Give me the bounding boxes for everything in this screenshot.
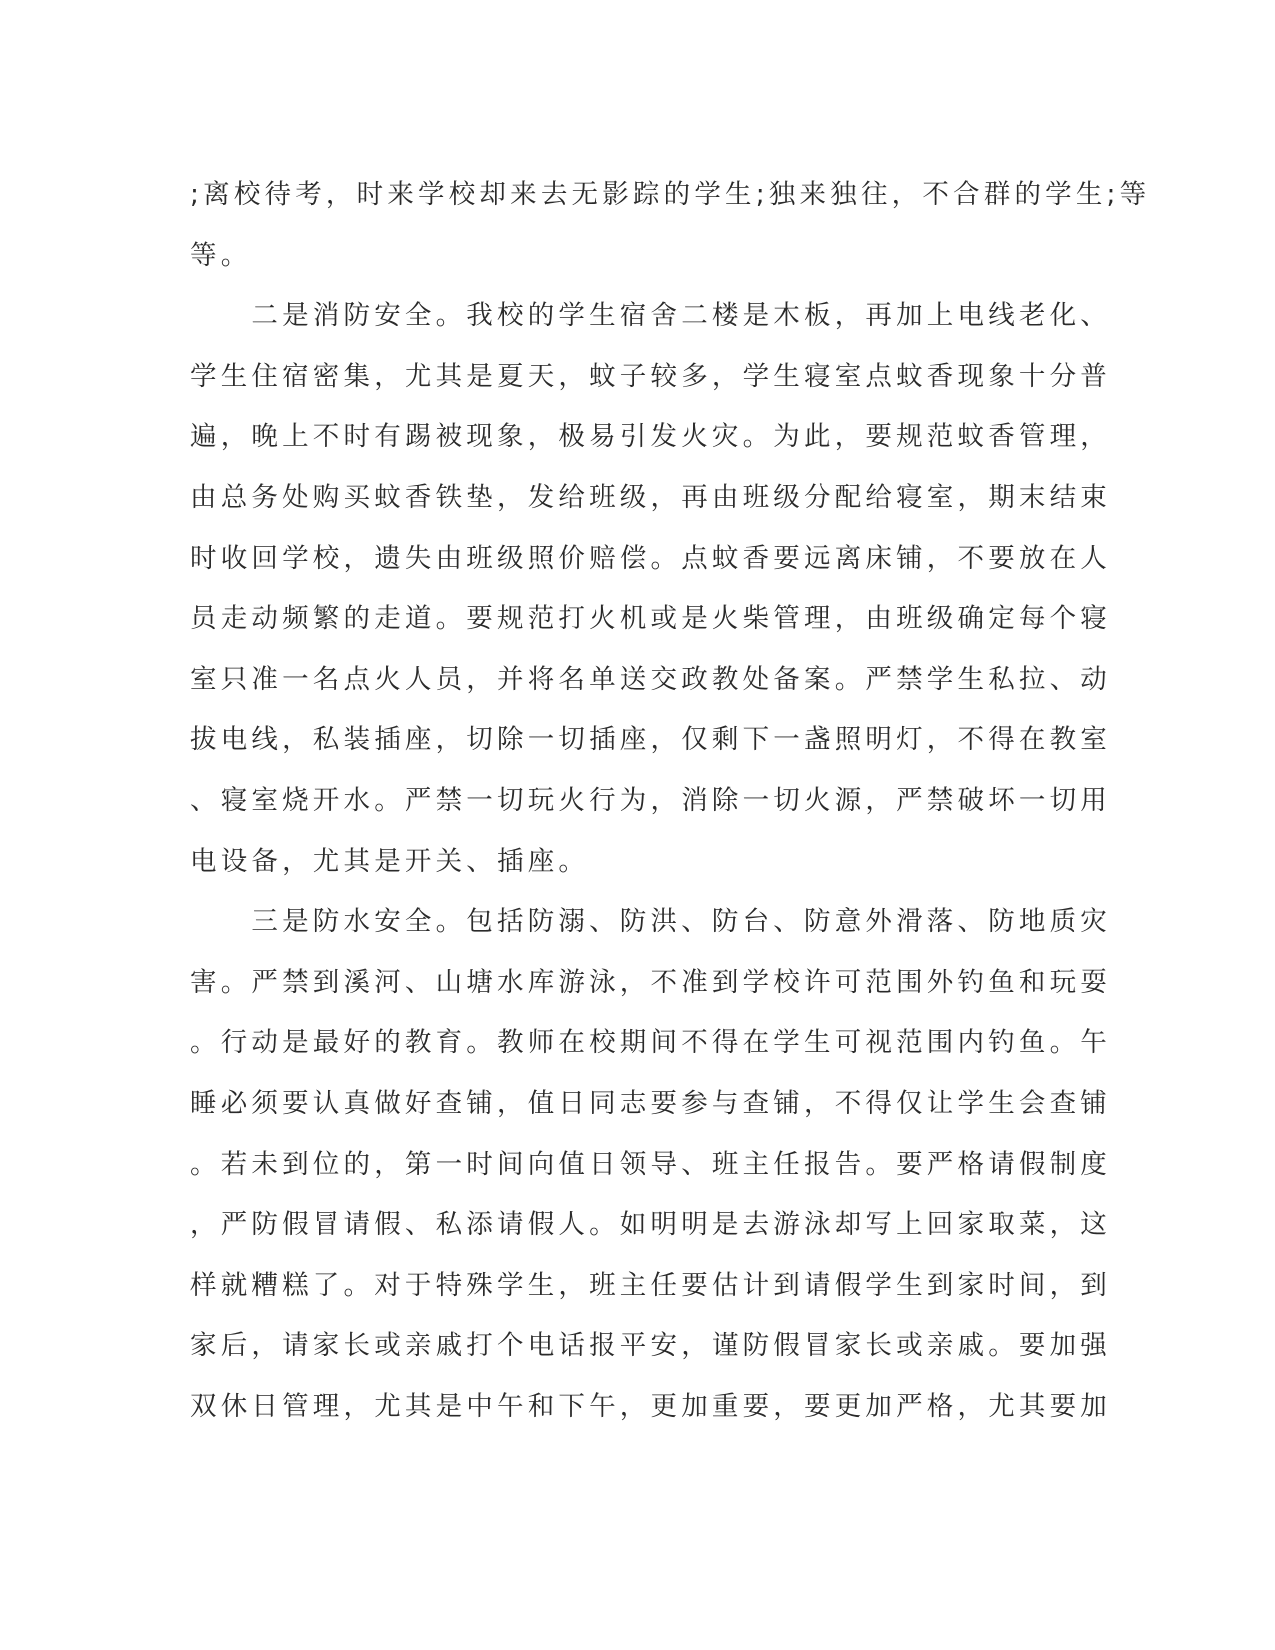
- text-line-20: 家后，请家长或亲戚打个电话报平安，谨防假冒家长或亲戚。要加强: [190, 1330, 1111, 1362]
- text-line-14: 害。严禁到溪河、山塘水库游泳，不准到学校许可范围外钓鱼和玩耍: [190, 966, 1111, 998]
- text-line-8: 员走动频繁的走道。要规范打火机或是火柴管理，由班级确定每个寝: [190, 603, 1111, 635]
- text-line-19: 样就糟糕了。对于特殊学生，班主任要估计到请假学生到家时间，到: [190, 1269, 1111, 1301]
- text-line-18: ，严防假冒请假、私添请假人。如明明是去游泳却写上回家取菜，这: [190, 1209, 1111, 1241]
- text-line-17: 。若未到位的，第一时间向值日领导、班主任报告。要严格请假制度: [190, 1148, 1111, 1180]
- text-line-5: 遍，晚上不时有踢被现象，极易引发火灾。为此，要规范蚊香管理，: [190, 421, 1111, 453]
- text-line-16: 睡必须要认真做好查铺，值日同志要参与查铺，不得仅让学生会查铺: [190, 1087, 1111, 1119]
- text-line-4: 学生住宿密集，尤其是夏天，蚊子较多，学生寝室点蚊香现象十分普: [190, 360, 1111, 392]
- text-line-3: 二是消防安全。我校的学生宿舍二楼是木板，再加上电线老化、: [190, 300, 1111, 332]
- text-line-10: 拔电线，私装插座，切除一切插座，仅剩下一盏照明灯，不得在教室: [190, 724, 1111, 756]
- text-line-1: ;离校待考，时来学校却来去无影踪的学生;独来独往，不合群的学生;等: [190, 179, 1151, 210]
- text-line-21: 双休日管理，尤其是中午和下午，更加重要，要更加严格，尤其要加: [190, 1390, 1111, 1422]
- text-line-11: 、寝室烧开水。严禁一切玩火行为，消除一切火源，严禁破坏一切用: [190, 784, 1111, 816]
- text-line-12: 电设备，尤其是开关、插座。: [190, 845, 590, 877]
- text-line-15: 。行动是最好的教育。教师在校期间不得在学生可视范围内钓鱼。午: [190, 1027, 1111, 1059]
- text-line-7: 时收回学校，遗失由班级照价赔偿。点蚊香要远离床铺，不要放在人: [190, 542, 1111, 574]
- text-line-13: 三是防水安全。包括防溺、防洪、防台、防意外滑落、防地质灾: [190, 906, 1111, 938]
- text-line-2: 等。: [190, 239, 252, 271]
- text-line-9: 室只准一名点火人员，并将名单送交政教处备案。严禁学生私拉、动: [190, 663, 1111, 695]
- body-text: [190, 165, 1151, 1437]
- text-line-6: 由总务处购买蚊香铁垫，发给班级，再由班级分配给寝室，期末结束: [190, 481, 1111, 513]
